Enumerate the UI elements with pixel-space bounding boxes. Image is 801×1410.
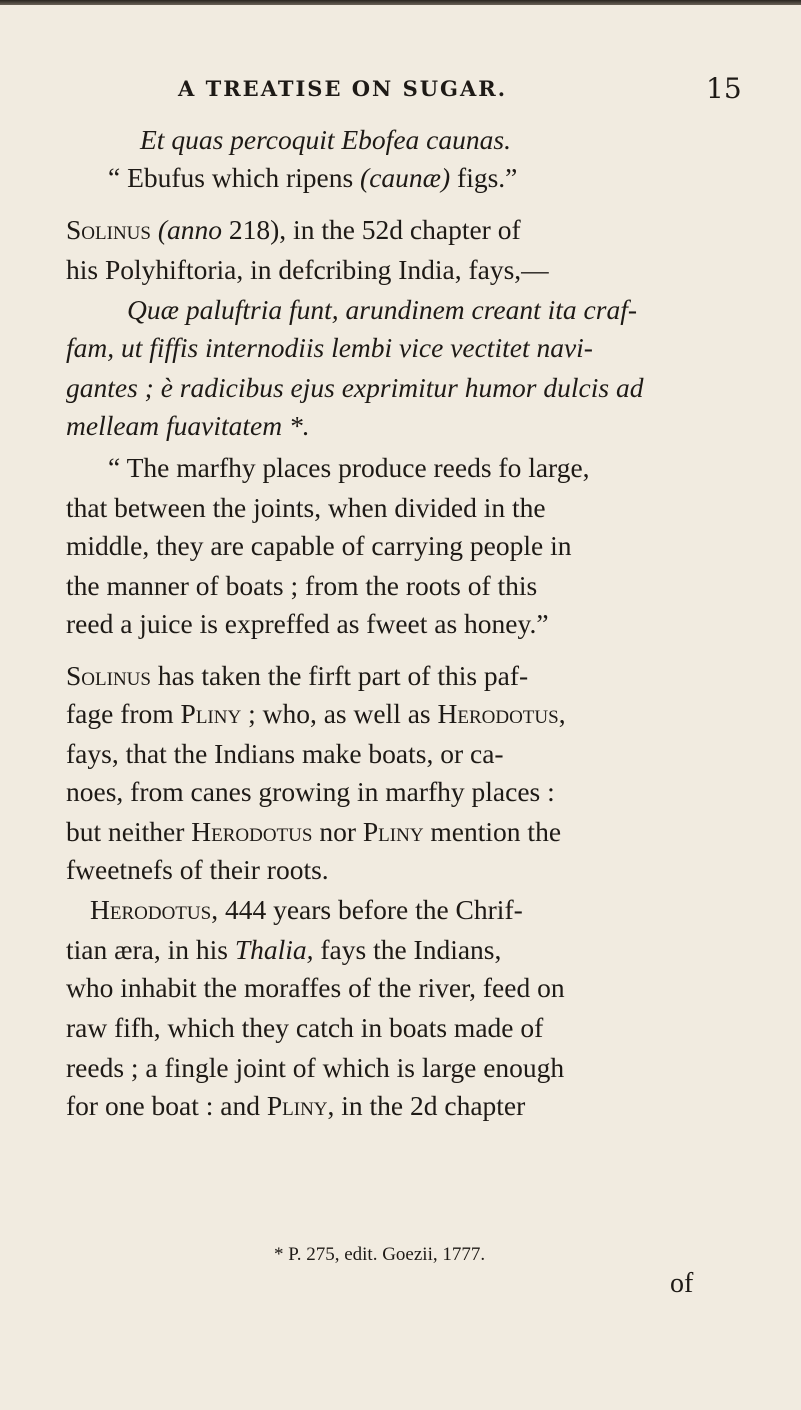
italic-run: (anno	[157, 214, 223, 245]
italic-run: melleam fuavitatem *.	[66, 410, 310, 441]
footnote: * P. 275, edit. Goezii, 1777.	[274, 1244, 486, 1265]
text-run: “ The marfhy places produce reeds fo large,	[108, 452, 590, 483]
text-line	[66, 931, 501, 969]
text-line	[66, 813, 561, 851]
text-run: raw fifh, which they catch in boats made of	[66, 1012, 544, 1043]
text-line	[90, 891, 523, 929]
text-line	[66, 1087, 525, 1125]
text-line	[66, 605, 549, 643]
text-line	[66, 1009, 543, 1047]
text-run: that between the joints, when divided in the	[66, 492, 546, 523]
text-run: noes, from canes growing in marfhy places :	[66, 776, 555, 807]
text-line	[108, 449, 590, 487]
text-run: fays the Indians,	[313, 934, 502, 965]
text-line	[127, 291, 637, 329]
text-run: fays, that the Indians make boats, or ca-	[66, 738, 504, 769]
text-line	[66, 407, 310, 445]
text-line	[66, 489, 546, 527]
text-line	[66, 851, 329, 889]
text-run: reeds ; a fingle joint of which is large enough	[66, 1052, 565, 1083]
italic-run: fam, ut fiffis internodiis lembi vice vectitet navi-	[66, 332, 593, 363]
italic-run: Thalia,	[234, 934, 314, 965]
small-caps-run: Herodotus,	[90, 894, 219, 925]
italic-run: Et quas percoquit Ebofea caunas.	[140, 124, 511, 155]
page-header	[0, 72, 801, 112]
small-caps-run: Pliny	[180, 698, 242, 729]
small-caps-run: Solinus	[66, 660, 151, 691]
text-line	[66, 567, 537, 605]
text-run: has taken the firft part of this paf-	[150, 660, 529, 691]
text-run: middle, they are capable of carrying people in	[66, 530, 572, 561]
italic-run: (caunæ)	[360, 162, 451, 193]
italic-run: gantes ; è radicibus ejus exprimitur humor dulcis ad	[66, 372, 644, 403]
italic-run: Quæ paluftria funt, arundinem creant ita craf-	[127, 294, 637, 325]
text-run: ; who, as well as	[241, 698, 438, 729]
text-line	[66, 695, 566, 733]
text-run: who inhabit the moraffes of the river, feed on	[66, 972, 565, 1003]
small-caps-run: Pliny	[362, 816, 424, 847]
text-run: 218), in the 52d chapter of	[222, 214, 521, 245]
catchword: of	[670, 1268, 694, 1299]
text-run	[151, 214, 158, 245]
text-run: nor	[312, 816, 363, 847]
text-run: figs.”	[450, 162, 518, 193]
text-line	[66, 969, 565, 1007]
text-run: the manner of boats ; from the roots of this	[66, 570, 538, 601]
text-run: but neither	[66, 816, 192, 847]
text-line	[140, 121, 511, 159]
small-caps-run: Solinus	[66, 214, 151, 245]
text-line	[66, 735, 504, 773]
text-line	[66, 369, 643, 407]
text-line	[66, 329, 593, 367]
text-run: “ Ebufus which ripens	[108, 162, 361, 193]
text-run: in the 2d chapter	[334, 1090, 526, 1121]
running-title: A TREATISE ON SUGAR.	[178, 76, 508, 101]
text-run: for one boat : and	[66, 1090, 267, 1121]
text-run: tian æra, in his	[66, 934, 235, 965]
text-run: fweetnefs of their roots.	[66, 854, 329, 885]
small-caps-run: Herodotus,	[437, 698, 566, 729]
small-caps-run: Herodotus	[191, 816, 313, 847]
text-run: 444 years before the Chrif-	[218, 894, 523, 925]
text-line	[66, 657, 528, 695]
text-line	[66, 773, 555, 811]
text-run: his Polyhiftoria, in defcribing India, fays,—	[66, 254, 549, 285]
text-run: reed a juice is expreffed as fweet as honey.”	[66, 608, 549, 639]
text-line	[66, 527, 571, 565]
page-number: 15	[706, 72, 742, 105]
small-caps-run: Pliny,	[266, 1090, 335, 1121]
text-line	[66, 1049, 564, 1087]
text-run: fage from	[66, 698, 181, 729]
text-run: mention the	[423, 816, 562, 847]
text-line	[108, 159, 517, 197]
text-line	[66, 211, 521, 249]
text-line	[66, 251, 549, 289]
